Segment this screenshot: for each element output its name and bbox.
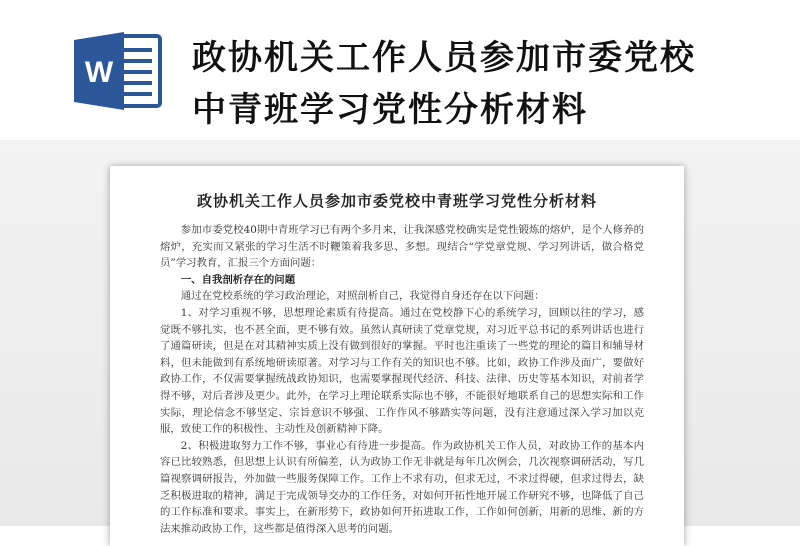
- document-title: 政协机关工作人员参加市委党校中青班学习党性分析材料: [196, 192, 597, 210]
- paragraph-point-2: 2、积极进取努力工作不够，事业心有待进一步提高。作为政协机关工作人员，对政协工作的基本内容已比较熟悉，但思想上认识有所偏差，认为政协工作无非就是每年几次例会，几次视察调研活动，写几篇视察调研报告，外加做一些服务保障工作。工作上不求有功，但求无过，不求过得硬，但求过得去，缺乏积极进取的精神，满足于完成领导交办的工作任务，对如何开拓性地开展工作研究不够，也降低了自己的工作标准和要求。事实上，在新形势下，政协如何开拓进取工作，工作如何创新，用新的思维、新的方法来推动政协工作，这些都是值得深入思考的问题。: [160, 439, 644, 535]
- document-page: [110, 166, 684, 546]
- paragraph-lead: 通过在党校系统的学习政治理论，对照剖析自己，我觉得自身还存在以下问题：: [180, 290, 545, 303]
- svg-text:W: W: [84, 56, 114, 89]
- word-document-icon: [72, 30, 164, 112]
- section-heading: 一、自我剖析存在的问题: [180, 273, 296, 286]
- page-title-line-1: 政协机关工作人员参加市委党校: [192, 38, 696, 78]
- document-body: [160, 222, 644, 537]
- header: [0, 0, 800, 150]
- page-title-line-2: 中青班学习党性分析材料: [192, 90, 588, 130]
- paragraph-point-1: 1、对学习重视不够，思想理论素质有待提高。通过在党校静下心的系统学习，回顾以往的学习，感觉既不够扎实，也不甚全面，更不够有效。虽然认真研读了党章党规，对习近平总书记的系列讲话也进行了通篇研读，但是在对其精神实质上没有做到很好的掌握。平时也注重读了一些党的理论的篇目和辅导材料，但未能做到有系统地研读原著。对学习与工作有关的知识也不够。比如，政协工作涉及面广，要做好政协工作，不仅需要掌握统战政协知识，也需要掌握现代经济、科技、法律、历史等基本知识，对前者学得不够，对后者涉及更少。此外，在学习上理论联系实际也不够，不能很好地联系自己的思想实际和工作实际，理论信念不够坚定、宗旨意识不够强、工作作风不够踏实等问题，没有注意通过深入学习加以克服，致使工作的积极性、主动性及创新精神下降。: [160, 306, 644, 436]
- paragraph-intro: 参加市委党校40期中青班学习已有两个多月来，让我深感党校确实是党性锻炼的熔炉，是个人修养的熔炉，充实而又紧张的学习生活不时鞭策着我多思、多想。现结合“学党章党规、学习列讲话，做合格党员”学习教育，汇报三个方面问题：: [160, 224, 644, 270]
